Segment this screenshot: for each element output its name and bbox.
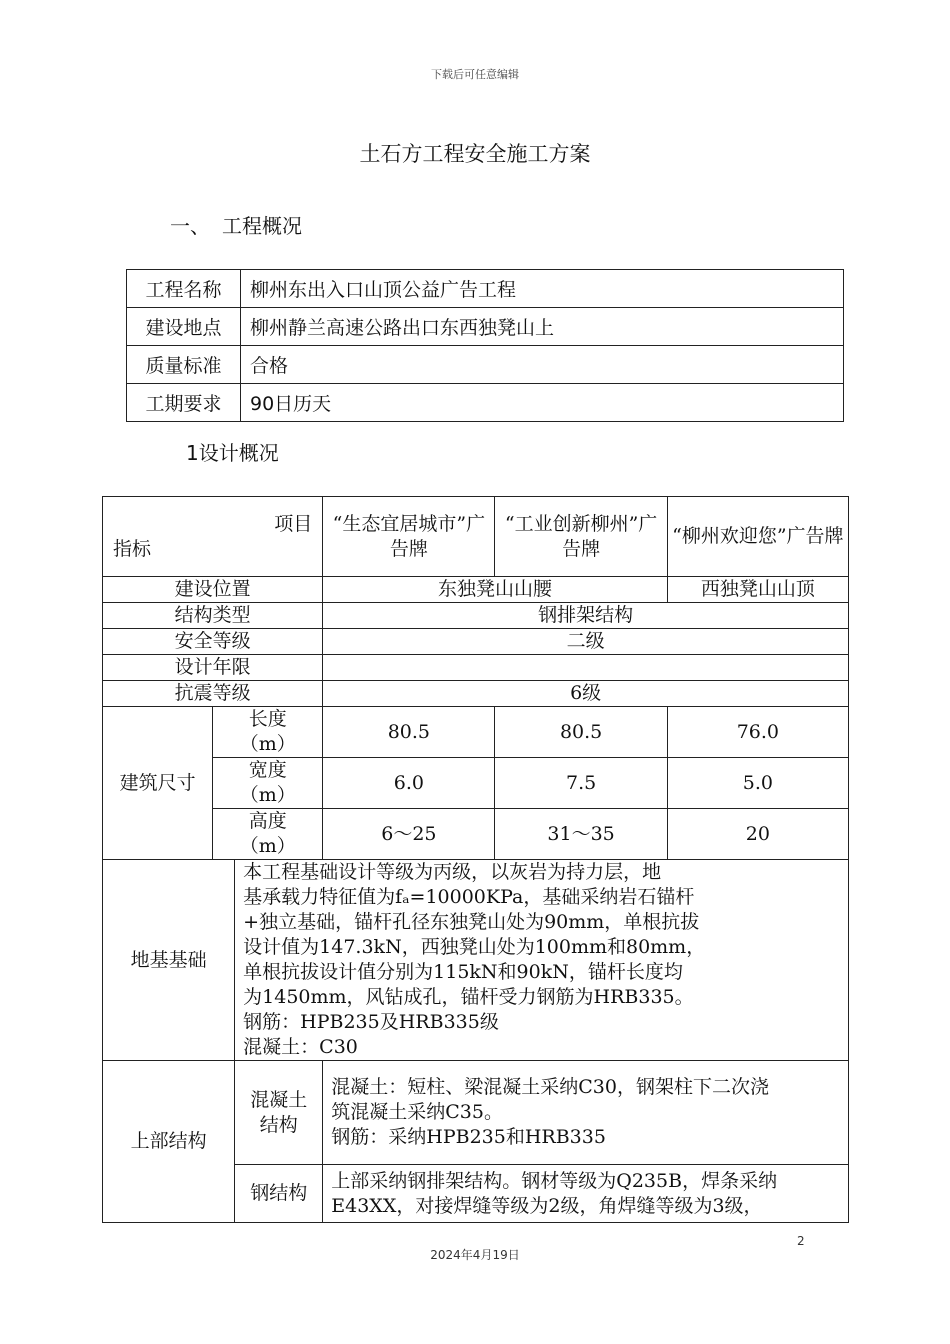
table-row: [103, 707, 849, 758]
section-number: 一、: [170, 214, 210, 238]
table-row: [103, 655, 849, 681]
cell-value: 东独凳山山腰: [323, 577, 667, 603]
table-row: [103, 577, 849, 603]
cell-value: 6级: [323, 681, 849, 707]
row-label: 建设位置: [103, 577, 323, 603]
dimension-label-cell: [213, 809, 323, 860]
section-heading: [170, 210, 302, 239]
cell-value: 80.5: [495, 707, 667, 758]
cell-value: 31～35: [495, 809, 667, 860]
corner-index-label: 指标: [113, 537, 152, 560]
cell-value: 5.0: [667, 758, 848, 809]
text-line: 钢筋：采纳HPB235和HRB335: [331, 1126, 606, 1148]
cell-value: 20: [667, 809, 848, 860]
text-line: 设计值为147.3kN，西独凳山处为100mm和80mm，: [243, 936, 706, 958]
corner-item-label: 项目: [274, 512, 313, 535]
text-line: 基承载力特征值为fₐ=10000KPa，基础采纳岩石锚杆: [243, 886, 695, 908]
design-overview-table: [102, 496, 849, 1223]
cell-value: 76.0: [667, 707, 848, 758]
dimension-unit: （m）: [239, 835, 296, 857]
foundation-text: [235, 860, 849, 1061]
sub-row-label: 混凝土: [250, 1088, 308, 1111]
dimension-label-cell: [213, 758, 323, 809]
table-row: [127, 384, 844, 422]
table-row: [103, 1061, 849, 1165]
row-key: 质量标准: [127, 346, 241, 384]
sub-row-label: 结构: [259, 1113, 298, 1136]
row-value: 90日历天: [241, 384, 844, 422]
row-key: 工期要求: [127, 384, 241, 422]
dimension-unit: （m）: [239, 733, 296, 755]
column-header: “工业创新柳州”广告牌: [495, 497, 667, 577]
table-row: [103, 860, 849, 1061]
row-label: 建筑尺寸: [103, 707, 213, 860]
table-row: [103, 629, 849, 655]
footer-date: 2024年4月19日: [430, 1248, 520, 1262]
column-header: “生态宜居城市”广告牌: [323, 497, 495, 577]
table-row: [103, 603, 849, 629]
table-row: [103, 758, 849, 809]
text-line: 上部采纳钢排架结构。钢材等级为Q235B，焊条采纳: [331, 1169, 778, 1192]
corner-header-cell: [103, 497, 323, 577]
row-label: 结构类型: [103, 603, 323, 629]
row-value: 柳州静兰高速公路出口东西独凳山上: [241, 308, 844, 346]
text-line: +独立基础，锚杆孔径东独凳山处为90mm，单根抗拔: [243, 911, 700, 933]
subsection-heading: 1设计概况: [186, 441, 279, 465]
project-overview-table: [126, 269, 844, 422]
text-line: 混凝土：C30: [243, 1036, 358, 1058]
cell-value: 80.5: [323, 707, 495, 758]
dimension-unit: （m）: [239, 784, 296, 806]
row-value: 合格: [241, 346, 844, 384]
table-row: [103, 681, 849, 707]
table-row: [127, 308, 844, 346]
dimension-name: 长度: [248, 708, 287, 730]
sub-row-label: 钢结构: [235, 1165, 323, 1223]
table-row: [103, 809, 849, 860]
text-line: 为1450mm，风钻成孔，锚杆受力钢筋为HRB335。: [243, 986, 694, 1008]
header-note: 下载后可任意编辑: [431, 68, 519, 81]
row-key: 建设地点: [127, 308, 241, 346]
text-line: 筑混凝土采纳C35。: [331, 1101, 503, 1123]
page-number: 2: [797, 1234, 805, 1248]
cell-value: 二级: [323, 629, 849, 655]
cell-value: 西独凳山山顶: [667, 577, 848, 603]
header-row: [103, 497, 849, 577]
row-value: 柳州东出入口山顶公益广告工程: [241, 270, 844, 308]
section-label: 工程概况: [222, 214, 302, 238]
column-header: “柳州欢迎您”广告牌: [667, 497, 848, 577]
cell-value: 钢排架结构: [323, 603, 849, 629]
text-line: 混凝土：短柱、梁混凝土采纳C30，钢架柱下二次浇: [331, 1076, 769, 1098]
text-line: 本工程基础设计等级为丙级，以灰岩为持力层，地: [243, 861, 662, 883]
text-line: E43XX，对接焊缝等级为2级，角焊缝等级为3级，: [331, 1194, 763, 1217]
steel-text: [323, 1165, 849, 1223]
sub-row-label-cell: [235, 1061, 323, 1165]
row-label: 设计年限: [103, 655, 323, 681]
concrete-text: [323, 1061, 849, 1165]
table-row: [127, 270, 844, 308]
dimension-label-cell: [213, 707, 323, 758]
document-title: 土石方工程安全施工方案: [359, 142, 591, 166]
text-line: 钢筋：HPB235及HRB335级: [243, 1011, 499, 1033]
row-key: 工程名称: [127, 270, 241, 308]
cell-value: 6～25: [323, 809, 495, 860]
dimension-name: 高度: [248, 810, 287, 832]
dimension-name: 宽度: [248, 759, 287, 781]
row-label: 安全等级: [103, 629, 323, 655]
cell-value: 6.0: [323, 758, 495, 809]
text-line: 单根抗拔设计值分别为115kN和90kN，锚杆长度均: [243, 961, 683, 983]
row-label: 抗震等级: [103, 681, 323, 707]
cell-value: 7.5: [495, 758, 667, 809]
cell-value: [323, 655, 849, 681]
row-label: 地基基础: [103, 860, 235, 1061]
table-row: [127, 346, 844, 384]
row-label: 上部结构: [103, 1061, 235, 1223]
